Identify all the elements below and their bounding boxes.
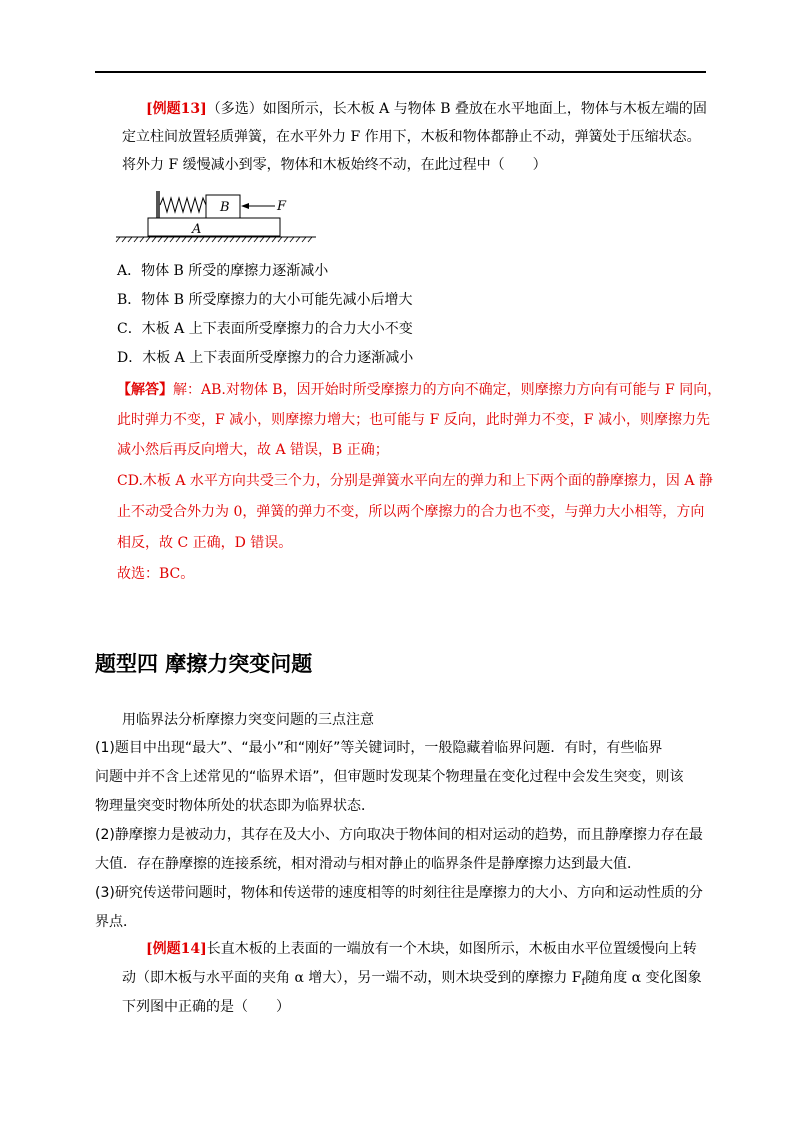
section-title: 题型四 摩擦力突变问题 [95,652,313,676]
ex13-answer-line-2: 此时弹力不变，F 减小，则摩擦力增大；也可能与 F 反向，此时弹力不变，F 减小，则摩擦力先 [117,412,710,428]
ex13-label: [例题13] [146,101,207,117]
ex13-line-2: 定立柱间放置轻质弹簧，在水平外力 F 作用下，木板和物体都静止不动，弹簧处于压缩状态。 [122,129,701,145]
board-a-label: A [192,222,202,237]
board-a [148,218,280,236]
ex13-answer-line-6: 相反，故 C 正确，D 错误。 [117,535,293,551]
fixed-post [156,191,160,218]
ex13-answer-line-4: CD.木板 A 水平方向共受三个力，分别是弹簧水平向左的弹力和上下两个面的静摩擦力，因 A 静 [117,473,713,489]
section-line-3: 物理量突变时物体所处的状态即为临界状态． [95,798,375,814]
ex13-option-d: D．木板 A 上下表面所受摩擦力的合力逐渐减小 [117,350,414,366]
block-b-label: B [220,200,230,215]
spring-block-figure [112,184,322,248]
spring [160,198,206,212]
ex14-line-3: 下列图中正确的是（ ） [122,999,290,1015]
header-rule [95,71,706,73]
arrow-head [241,203,249,209]
ex13-answer-line-3: 减小然后再反向增大，故 A 错误，B 正确； [117,442,389,458]
section-line-2: 问题中并不含上述常见的“临界术语”，但审题时发现某个物理量在变化过程中会发生突变，则该 [95,769,684,785]
section-intro: 用临界法分析摩擦力突变问题的三点注意 [122,712,374,728]
section-line-6: (3)研究传送带问题时，物体和传送带的速度相等的时刻往往是摩擦力的大小、方向和运动性质的分 [95,885,703,901]
force-label: F [277,199,287,214]
section-line-7: 界点． [95,914,137,930]
ex13-option-a: A．物体 B 所受的摩擦力逐渐减小 [117,263,329,279]
answer-label: 【解答】 [117,382,173,398]
ex13-option-c: C．木板 A 上下表面所受摩擦力的合力大小不变 [117,321,413,337]
ex14-line-2: 动（即木板与水平面的夹角 α 增大），另一端不动，则木块受到的摩擦力 $F_f$随角度 α 变化图象 [122,970,702,988]
section-line-5: 大值．存在静摩擦的连接系统，相对滑动与相对静止的临界条件是静摩擦力达到最大值． [95,856,641,872]
section-line-1: (1)题目中出现“最大”、“最小”和“刚好”等关键词时，一般隐藏着临界问题．有时，有些临界 [95,740,663,756]
ex13-option-b: B．物体 B 所受摩擦力的大小可能先减小后增大 [117,292,413,308]
ex13-line-3: 将外力 F 缓慢减小到零，物体和木板始终不动，在此过程中（ ） [122,157,547,173]
ex13-answer-line-7: 故选：BC。 [117,566,195,582]
ex13-line-1: [例题13]（多选）如图所示，长木板 A 与物体 B 叠放在水平地面上，物体与木板左端的固 [146,101,707,117]
section-line-4: (2)静摩擦力是被动力，其存在及大小、方向取决于物体间的相对运动的趋势，而且静摩擦力存在最 [95,827,703,843]
ex14-line-1: [例题14]长直木板的上表面的一端放有一个木块，如图所示，木板由水平位置缓慢向上转 [146,941,697,957]
ground-hatch [116,237,312,242]
ex14-label: [例题14] [146,941,207,957]
ex13-answer-line-5: 止不动受合外力为 0，弹簧的弹力不变，所以两个摩擦力的合力也不变，与弹力大小相等，方向 [117,504,705,520]
ex13-answer-line-1: 【解答】解：AB.对物体 B，因开始时所受摩擦力的方向不确定，则摩擦力方向有可能与 F 同向， [117,382,722,398]
